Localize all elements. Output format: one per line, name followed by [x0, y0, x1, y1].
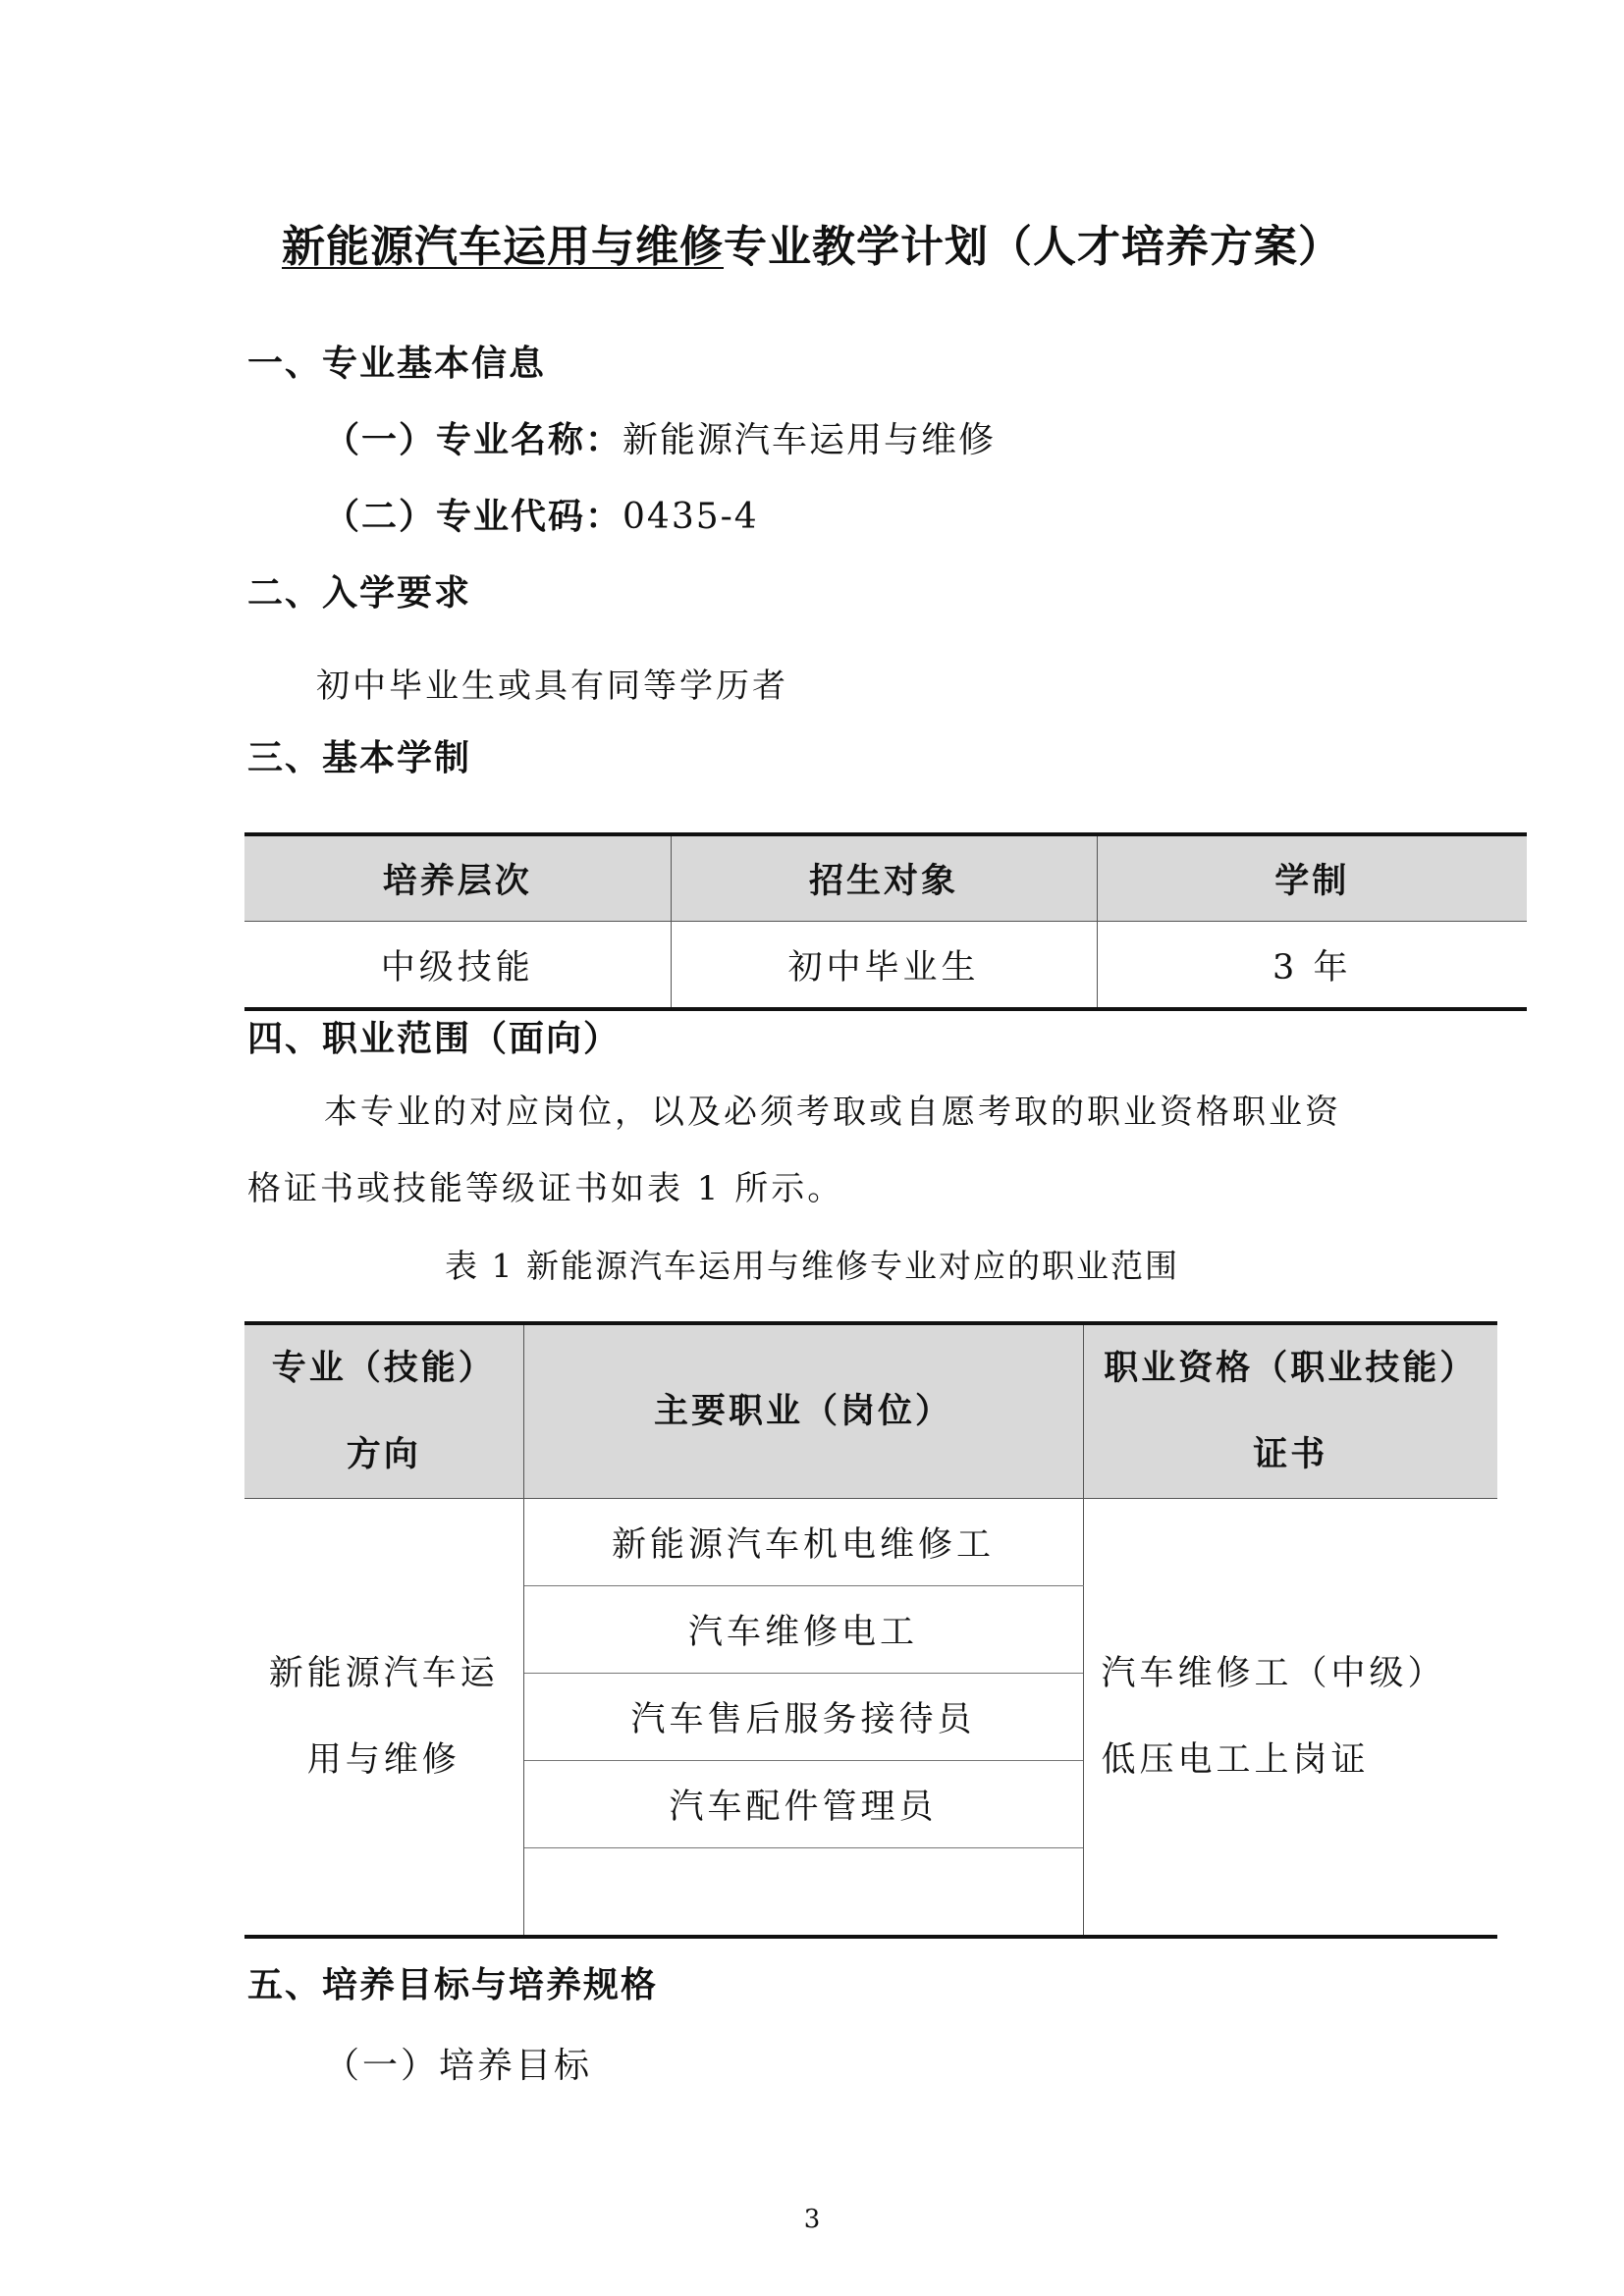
title-rest: 专业教学计划（人才培养方案）	[724, 222, 1342, 272]
table-row	[244, 1499, 1497, 1586]
admission-requirement-text: 初中毕业生或具有同等学历者	[316, 667, 788, 706]
major-name-value: 新能源汽车运用与维修	[623, 420, 997, 460]
cell-duration: 3 年	[1097, 922, 1527, 1010]
training-goal-subheading: （一）培养目标	[324, 2046, 593, 2086]
header-level: 培养层次	[244, 834, 671, 922]
header-certificate-line1: 职业资格（职业技能）	[1104, 1349, 1478, 1388]
direction-line1: 新能源汽车运	[268, 1654, 499, 1693]
cell-job: 汽车配件管理员	[523, 1761, 1083, 1848]
scope-paragraph-line2: 格证书或技能等级证书如表 1 所示。	[247, 1169, 844, 1208]
page-number: 3	[803, 2205, 821, 2234]
cell-level: 中级技能	[380, 947, 534, 988]
header-main-job: 主要职业（岗位）	[523, 1323, 1083, 1499]
header-direction-line1: 专业（技能）	[271, 1349, 496, 1388]
major-name-label: （一）专业名称：	[324, 420, 623, 460]
header-target: 招生对象	[671, 834, 1097, 922]
section3-heading: 三、基本学制	[247, 738, 472, 778]
cell-job: 汽车维修电工	[523, 1586, 1083, 1674]
certificate-line1: 汽车维修工（中级）	[1101, 1654, 1446, 1693]
header-direction-line2: 方向	[346, 1435, 421, 1474]
major-code-line	[324, 493, 759, 542]
table-caption: 表 1 新能源汽车运用与维修专业对应的职业范围	[445, 1247, 1179, 1285]
cell-job-empty	[523, 1848, 1083, 1938]
section5-heading: 五、培养目标与培养规格	[247, 1965, 659, 2005]
header-duration: 学制	[1097, 834, 1527, 922]
major-name-line	[324, 416, 996, 465]
certificate-line2: 低压电工上岗证	[1101, 1740, 1370, 1780]
major-code-label: （二）专业代码：	[324, 497, 623, 537]
career-table-header	[244, 1323, 1497, 1499]
direction-line2: 用与维修	[306, 1740, 460, 1780]
header-direction	[244, 1323, 523, 1499]
scope-paragraph-line1: 本专业的对应岗位，以及必须考取或自愿考取的职业资格职业资	[324, 1093, 1341, 1132]
schooling-table-header	[244, 834, 1527, 922]
cell-job: 新能源汽车机电维修工	[523, 1499, 1083, 1586]
cell-target: 初中毕业生	[671, 922, 1097, 1010]
schooling-table	[244, 832, 1527, 1011]
career-scope-table	[244, 1321, 1497, 1939]
section2-heading: 二、入学要求	[247, 573, 472, 614]
cell-certificates	[1083, 1499, 1497, 1938]
section1-heading: 一、专业基本信息	[247, 344, 547, 384]
document-title	[0, 218, 1624, 277]
table-row	[244, 922, 1527, 1010]
major-code-value: 0435-4	[623, 497, 759, 537]
header-certificate-line2: 证书	[1253, 1435, 1328, 1474]
cell-direction	[244, 1499, 523, 1938]
header-certificate	[1083, 1323, 1497, 1499]
title-major-name: 新能源汽车运用与维修	[282, 222, 724, 272]
section4-heading: 四、职业范围（面向）	[247, 1019, 622, 1059]
cell-job: 汽车售后服务接待员	[523, 1674, 1083, 1761]
